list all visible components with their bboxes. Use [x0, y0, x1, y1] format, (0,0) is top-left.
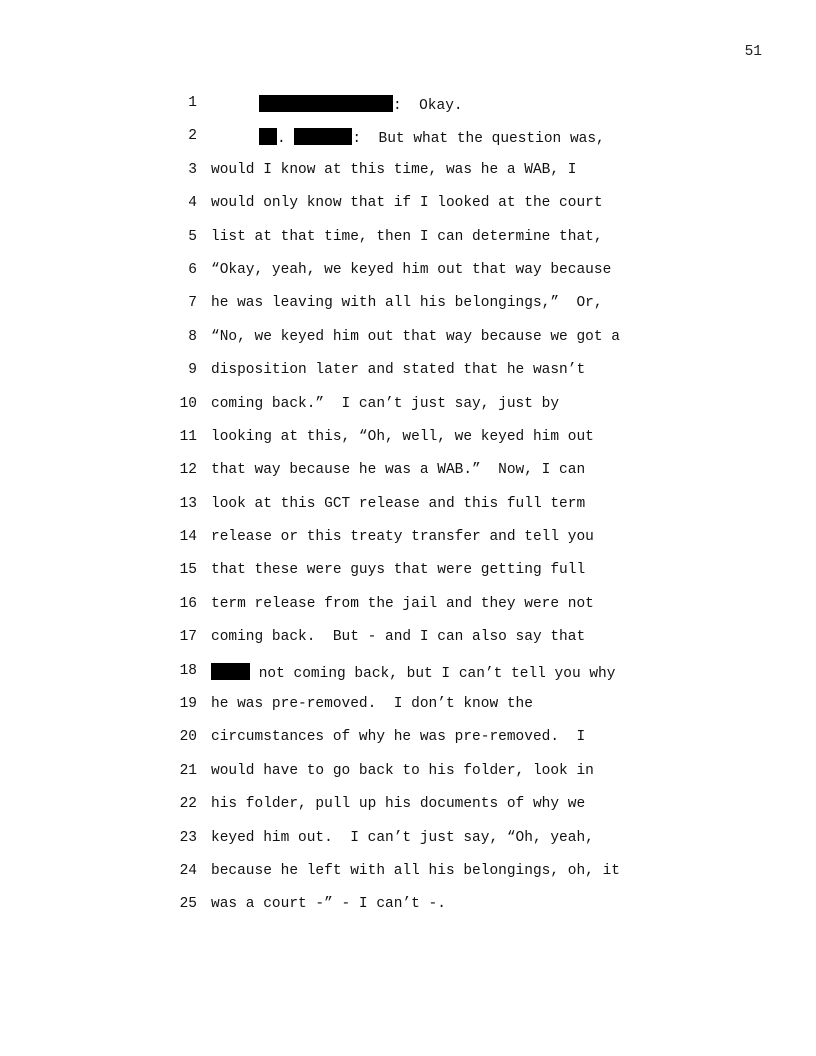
transcript-line [0, 421, 816, 454]
line-text [259, 95, 463, 114]
transcript-line [0, 187, 816, 220]
transcript-line [0, 287, 816, 320]
transcript-line [0, 488, 816, 521]
line-number: 20 [179, 729, 197, 746]
line-text: coming back. But - and I can also say that [211, 629, 586, 646]
line-number: 24 [179, 862, 197, 879]
line-text: he was leaving with all his belongings,” Or, [211, 295, 603, 312]
line-text: circumstances of why he was pre-removed. I [211, 729, 586, 746]
line-number: 2 [188, 128, 197, 145]
line-number: 6 [188, 261, 197, 278]
line-number: 12 [179, 462, 197, 479]
transcript-body [0, 87, 816, 922]
line-text [259, 128, 605, 147]
transcript-line [0, 788, 816, 821]
line-text: coming back.” I can’t just say, just by [211, 395, 560, 412]
transcript-line [0, 621, 816, 654]
transcript-line [0, 321, 816, 354]
line-text: release or this treaty transfer and tell you [211, 529, 594, 546]
transcript-line [0, 855, 816, 888]
line-number: 25 [179, 896, 197, 913]
transcript-line [0, 755, 816, 788]
line-number: 1 [188, 95, 197, 111]
page-number: 51 [744, 44, 762, 60]
line-text: that these were guys that were getting full [211, 562, 586, 579]
transcript-line [0, 554, 816, 587]
line-number: 5 [188, 228, 197, 245]
line-text: would I know at this time, was he a WAB, I [211, 161, 577, 178]
line-number: 3 [188, 161, 197, 178]
transcript-line [0, 354, 816, 387]
line-number: 11 [179, 428, 197, 445]
line-text-segment: . [277, 131, 295, 148]
line-number: 19 [179, 696, 197, 713]
line-text: term release from the jail and they were not [211, 595, 594, 612]
line-number: 15 [179, 562, 197, 579]
line-text-segment: not coming back, but I can’t tell you why [250, 665, 616, 682]
line-text: because he left with all his belongings, oh, it [211, 862, 620, 879]
line-number: 23 [179, 829, 197, 846]
line-text: keyed him out. I can’t just say, “Oh, yeah, [211, 829, 594, 846]
redaction-box [259, 95, 393, 112]
line-number: 8 [188, 328, 197, 345]
transcript-line [0, 120, 816, 153]
line-text: disposition later and stated that he wasn’t [211, 362, 586, 379]
line-number: 4 [188, 195, 197, 212]
redaction-box [294, 128, 352, 145]
line-text-segment: : Okay. [393, 98, 463, 114]
redaction-box [211, 663, 250, 680]
line-text [211, 663, 615, 682]
line-text: that way because he was a WAB.” Now, I can [211, 462, 586, 479]
transcript-line [0, 154, 816, 187]
transcript-line [0, 521, 816, 554]
line-number: 10 [179, 395, 197, 412]
line-number: 18 [179, 662, 197, 679]
transcript-line [0, 388, 816, 421]
transcript-line [0, 655, 816, 688]
transcript-line [0, 454, 816, 487]
line-text: “No, we keyed him out that way because we got a [211, 328, 620, 345]
line-text: would only know that if I looked at the court [211, 195, 603, 212]
transcript-line [0, 822, 816, 855]
line-number: 9 [188, 362, 197, 379]
line-text: look at this GCT release and this full term [211, 495, 586, 512]
line-number: 14 [179, 529, 197, 546]
transcript-line [0, 721, 816, 754]
line-text: he was pre-removed. I don’t know the [211, 696, 533, 713]
transcript-line [0, 888, 816, 921]
line-text: was a court -” - I can’t -. [211, 896, 446, 913]
line-number: 7 [188, 295, 197, 312]
line-text: “Okay, yeah, we keyed him out that way because [211, 261, 612, 278]
line-text: looking at this, “Oh, well, we keyed him out [211, 428, 594, 445]
line-number: 22 [179, 796, 197, 813]
transcript-line [0, 688, 816, 721]
transcript-line [0, 254, 816, 287]
transcript-line [0, 221, 816, 254]
line-number: 21 [179, 762, 197, 779]
line-text: list at that time, then I can determine that, [211, 228, 603, 245]
line-text: would have to go back to his folder, look in [211, 762, 594, 779]
redaction-box [259, 128, 277, 145]
transcript-line [0, 87, 816, 120]
line-number: 16 [179, 595, 197, 612]
line-number: 17 [179, 629, 197, 646]
line-number: 13 [179, 495, 197, 512]
line-text: his folder, pull up his documents of why we [211, 796, 586, 813]
line-text-segment: : But what the question was, [352, 131, 605, 148]
transcript-line [0, 588, 816, 621]
